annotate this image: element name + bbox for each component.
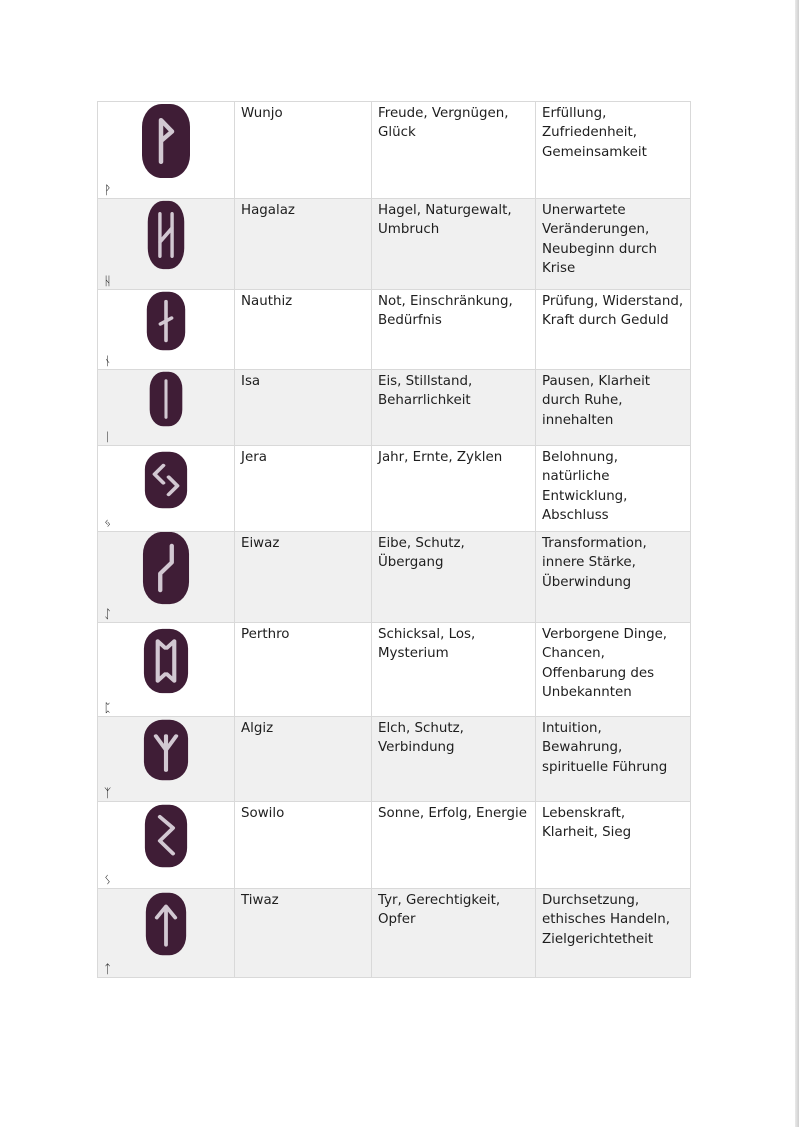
jera-rune-stone-icon xyxy=(144,451,188,509)
table-row xyxy=(98,889,691,978)
rune-image-cell xyxy=(98,717,235,802)
rune-table xyxy=(97,101,691,978)
page-edge xyxy=(795,0,799,1127)
rune-keywords: Freude, Vergnügen, Glück xyxy=(372,102,536,199)
table-row xyxy=(98,446,691,532)
eiwaz-rune-stone-icon xyxy=(142,532,190,606)
rune-name: Isa xyxy=(235,370,372,446)
table-row xyxy=(98,199,691,290)
table-row xyxy=(98,717,691,802)
rune-name: Tiwaz xyxy=(235,889,372,978)
rune-name: Algiz xyxy=(235,717,372,802)
rune-keywords: Jahr, Ernte, Zyklen xyxy=(372,446,536,532)
table-row xyxy=(98,532,691,623)
rune-glyph: ᛇ xyxy=(104,607,112,621)
rune-keywords: Hagel, Naturgewalt, Umbruch xyxy=(372,199,536,290)
rune-glyph: ᛉ xyxy=(104,786,112,800)
rune-glyph: ᚾ xyxy=(104,354,112,368)
table-row xyxy=(98,102,691,199)
rune-meaning: Erfüllung, Zufriedenheit, Gemeinsamkeit xyxy=(536,102,691,199)
rune-keywords: Schicksal, Los, Mysterium xyxy=(372,623,536,717)
rune-meaning: Belohnung, natürliche Entwicklung, Abschluss xyxy=(536,446,691,532)
perthro-rune-stone-icon xyxy=(143,628,189,694)
table-row xyxy=(98,802,691,889)
rune-image-cell xyxy=(98,102,235,199)
rune-table-body xyxy=(98,102,691,978)
rune-glyph: ᚺ xyxy=(104,274,112,288)
rune-image-cell xyxy=(98,802,235,889)
rune-name: Jera xyxy=(235,446,372,532)
rune-meaning: Unerwartete Veränderungen, Neubeginn durch Krise xyxy=(536,199,691,290)
hagalaz-rune-stone-icon xyxy=(147,200,185,270)
rune-image-cell xyxy=(98,446,235,532)
table-row xyxy=(98,370,691,446)
rune-meaning: Durchsetzung, ethisches Handeln, Zielgerichtetheit xyxy=(536,889,691,978)
wunjo-rune-stone-icon xyxy=(141,103,191,179)
rune-meaning: Lebenskraft, Klarheit, Sieg xyxy=(536,802,691,889)
rune-image-cell xyxy=(98,532,235,623)
rune-keywords: Eis, Stillstand, Beharrlichkeit xyxy=(372,370,536,446)
rune-glyph: ᛈ xyxy=(104,701,112,715)
rune-image-cell xyxy=(98,889,235,978)
table-row xyxy=(98,623,691,717)
rune-glyph: ᛏ xyxy=(104,962,112,976)
rune-keywords: Not, Einschränkung, Bedürfnis xyxy=(372,290,536,370)
algiz-rune-stone-icon xyxy=(143,719,189,781)
rune-keywords: Elch, Schutz, Verbindung xyxy=(372,717,536,802)
rune-image-cell xyxy=(98,370,235,446)
rune-image-cell xyxy=(98,199,235,290)
rune-image-cell xyxy=(98,623,235,717)
rune-keywords: Sonne, Erfolg, Energie xyxy=(372,802,536,889)
rune-glyph: ᛃ xyxy=(104,516,112,530)
rune-name: Perthro xyxy=(235,623,372,717)
rune-meaning: Intuition, Bewahrung, spirituelle Führung xyxy=(536,717,691,802)
rune-meaning: Transformation, innere Stärke, Überwindung xyxy=(536,532,691,623)
rune-name: Nauthiz xyxy=(235,290,372,370)
isa-rune-stone-icon xyxy=(149,371,183,427)
rune-name: Sowilo xyxy=(235,802,372,889)
rune-meaning: Verborgene Dinge, Chancen, Offenbarung des Unbekannten xyxy=(536,623,691,717)
nauthiz-rune-stone-icon xyxy=(146,291,186,351)
rune-glyph: ᚹ xyxy=(104,183,112,197)
rune-meaning: Pausen, Klarheit durch Ruhe, innehalten xyxy=(536,370,691,446)
rune-name: Wunjo xyxy=(235,102,372,199)
tiwaz-rune-stone-icon xyxy=(145,892,187,956)
rune-keywords: Eibe, Schutz, Übergang xyxy=(372,532,536,623)
table-row xyxy=(98,290,691,370)
rune-glyph: ᛊ xyxy=(104,873,112,887)
rune-name: Eiwaz xyxy=(235,532,372,623)
rune-name: Hagalaz xyxy=(235,199,372,290)
rune-keywords: Tyr, Gerechtigkeit, Opfer xyxy=(372,889,536,978)
rune-image-cell xyxy=(98,290,235,370)
rune-glyph: ᛁ xyxy=(104,430,112,444)
rune-meaning: Prüfung, Widerstand, Kraft durch Geduld xyxy=(536,290,691,370)
sowilo-rune-stone-icon xyxy=(144,804,188,868)
